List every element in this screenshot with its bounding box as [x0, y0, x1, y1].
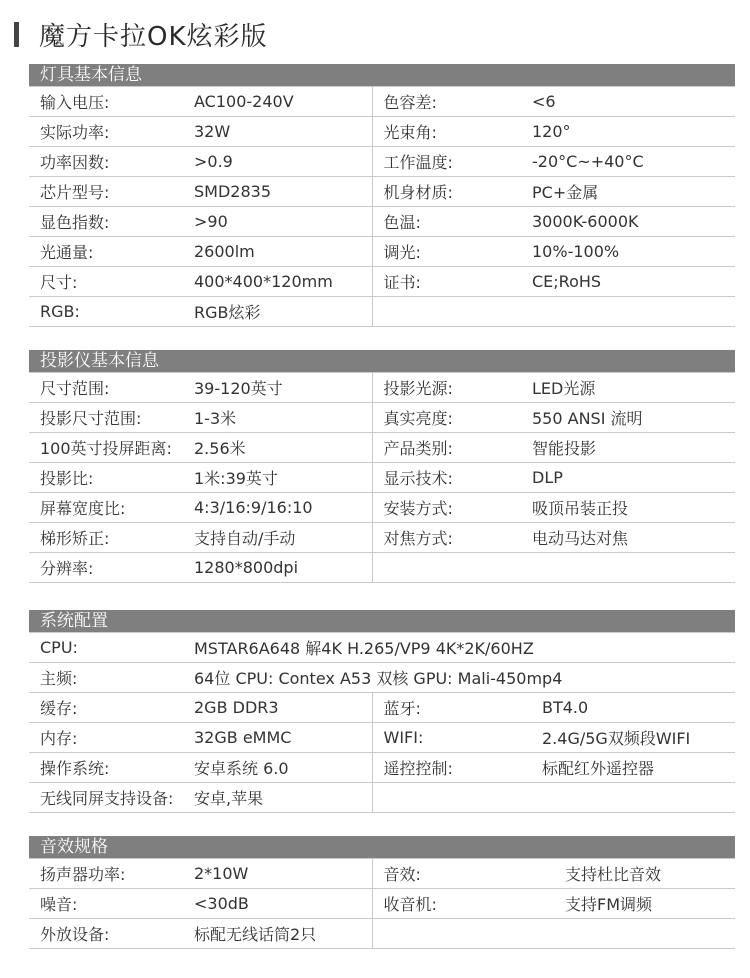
spec-value: 智能投影 — [521, 433, 735, 463]
spec-value: 安卓系统 6.0 — [194, 753, 372, 783]
spec-row — [29, 783, 735, 813]
section-heading: 系统配置 — [29, 610, 735, 632]
spec-label: 主频: — [29, 663, 194, 693]
spec-row — [29, 523, 735, 553]
spec-value: -20°C~+40°C — [521, 147, 735, 177]
spec-label: 对焦方式: — [372, 523, 521, 553]
spec-row — [29, 87, 735, 117]
spec-label: WIFI: — [372, 723, 531, 753]
section-heading: 音效规格 — [29, 836, 735, 858]
spec-value: 支持杜比音效 — [554, 859, 735, 889]
spec-row — [29, 403, 735, 433]
spec-label: 遥控控制: — [372, 753, 531, 783]
spec-row — [29, 117, 735, 147]
section-heading: 灯具基本信息 — [29, 64, 735, 86]
spec-value: AC100-240V — [194, 87, 372, 117]
spec-row — [29, 553, 735, 583]
spec-value: BT4.0 — [531, 693, 735, 723]
page-header — [14, 14, 268, 54]
spec-row — [29, 859, 735, 889]
spec-value: LED光源 — [521, 373, 735, 403]
spec-label: 音效: — [372, 859, 554, 889]
spec-label: 机身材质: — [372, 177, 521, 207]
spec-value: 1280*800dpi — [194, 553, 372, 583]
empty-cell — [372, 919, 735, 949]
spec-row — [29, 147, 735, 177]
spec-label: 收音机: — [372, 889, 554, 919]
spec-table — [29, 858, 735, 949]
spec-label: 分辨率: — [29, 553, 194, 583]
spec-label: 光通量: — [29, 237, 194, 267]
spec-value: MSTAR6A648 解4K H.265/VP9 4K*2K/60HZ — [194, 633, 735, 663]
spec-row — [29, 493, 735, 523]
spec-value: >90 — [194, 207, 372, 237]
spec-value: PC+金属 — [521, 177, 735, 207]
audio-specs-section — [29, 836, 735, 949]
spec-value: 2600lm — [194, 237, 372, 267]
spec-label: 真实亮度: — [372, 403, 521, 433]
spec-value: SMD2835 — [194, 177, 372, 207]
spec-row — [29, 889, 735, 919]
spec-value: 550 ANSI 流明 — [521, 403, 735, 433]
spec-label: 缓存: — [29, 693, 194, 723]
spec-label: 输入电压: — [29, 87, 194, 117]
spec-label: 100英寸投屏距离: — [29, 433, 194, 463]
spec-label: 屏幕宽度比: — [29, 493, 194, 523]
spec-row — [29, 633, 735, 663]
spec-value: RGB炫彩 — [194, 297, 372, 327]
title-accent-bar — [14, 22, 19, 47]
spec-value: CE;RoHS — [521, 267, 735, 297]
spec-row — [29, 693, 735, 723]
empty-cell — [372, 553, 735, 583]
spec-label: 色温: — [372, 207, 521, 237]
spec-table — [29, 372, 735, 583]
spec-value: 400*400*120mm — [194, 267, 372, 297]
spec-label: 尺寸: — [29, 267, 194, 297]
spec-label: 调光: — [372, 237, 521, 267]
spec-value: 120° — [521, 117, 735, 147]
spec-label: 内存: — [29, 723, 194, 753]
spec-label: CPU: — [29, 633, 194, 663]
spec-value: 32GB eMMC — [194, 723, 372, 753]
spec-row — [29, 663, 735, 693]
spec-value: 安卓,苹果 — [194, 783, 372, 813]
spec-label: 噪音: — [29, 889, 194, 919]
spec-value: 2GB DDR3 — [194, 693, 372, 723]
lighting-specs-section — [29, 64, 735, 327]
spec-label: 操作系统: — [29, 753, 194, 783]
empty-cell — [372, 783, 735, 813]
spec-value: 吸顶吊装正投 — [521, 493, 735, 523]
empty-cell — [372, 297, 735, 327]
spec-label: 蓝牙: — [372, 693, 531, 723]
spec-row — [29, 237, 735, 267]
spec-row — [29, 373, 735, 403]
spec-row — [29, 297, 735, 327]
spec-value: 32W — [194, 117, 372, 147]
spec-value: 4:3/16:9/16:10 — [194, 493, 372, 523]
spec-label: 投影光源: — [372, 373, 521, 403]
spec-table — [29, 632, 735, 813]
spec-label: 梯形矫正: — [29, 523, 194, 553]
spec-row — [29, 463, 735, 493]
spec-label: 证书: — [372, 267, 521, 297]
spec-value: 2.4G/5G双频段WIFI — [531, 723, 735, 753]
spec-label: 外放设备: — [29, 919, 194, 949]
system-config-section — [29, 610, 735, 813]
spec-row — [29, 723, 735, 753]
spec-value: 电动马达对焦 — [521, 523, 735, 553]
spec-value: 标配红外遥控器 — [531, 753, 735, 783]
spec-table — [29, 86, 735, 327]
spec-label: 光束角: — [372, 117, 521, 147]
spec-value: 2*10W — [194, 859, 372, 889]
spec-label: 工作温度: — [372, 147, 521, 177]
spec-value: 39-120英寸 — [194, 373, 372, 403]
section-heading: 投影仪基本信息 — [29, 350, 735, 372]
spec-label: 投影比: — [29, 463, 194, 493]
spec-label: 尺寸范围: — [29, 373, 194, 403]
spec-value: DLP — [521, 463, 735, 493]
spec-row — [29, 207, 735, 237]
spec-value: 标配无线话筒2只 — [194, 919, 372, 949]
spec-value: 支持自动/手动 — [194, 523, 372, 553]
spec-value: <30dB — [194, 889, 372, 919]
spec-value: <6 — [521, 87, 735, 117]
spec-label: 产品类别: — [372, 433, 521, 463]
spec-label: 显示技术: — [372, 463, 521, 493]
spec-value: 64位 CPU: Contex A53 双核 GPU: Mali-450mp4 — [194, 663, 735, 693]
spec-value: 10%-100% — [521, 237, 735, 267]
spec-label: 实际功率: — [29, 117, 194, 147]
spec-row — [29, 919, 735, 949]
spec-row — [29, 177, 735, 207]
spec-label: 芯片型号: — [29, 177, 194, 207]
spec-value: 支持FM调频 — [554, 889, 735, 919]
spec-label: 扬声器功率: — [29, 859, 194, 889]
spec-value: 3000K-6000K — [521, 207, 735, 237]
spec-label: 功率因数: — [29, 147, 194, 177]
spec-value: 1-3米 — [194, 403, 372, 433]
spec-row — [29, 753, 735, 783]
spec-value: 2.56米 — [194, 433, 372, 463]
spec-value: 1米:39英寸 — [194, 463, 372, 493]
spec-label: 显色指数: — [29, 207, 194, 237]
spec-label: 投影尺寸范围: — [29, 403, 194, 433]
spec-label: RGB: — [29, 297, 194, 327]
spec-label: 无线同屏支持设备: — [29, 783, 194, 813]
spec-label: 色容差: — [372, 87, 521, 117]
spec-row — [29, 433, 735, 463]
page-title: 魔方卡拉OK炫彩版 — [39, 21, 268, 52]
spec-label: 安装方式: — [372, 493, 521, 523]
spec-row — [29, 267, 735, 297]
projector-specs-section — [29, 350, 735, 583]
spec-value: >0.9 — [194, 147, 372, 177]
